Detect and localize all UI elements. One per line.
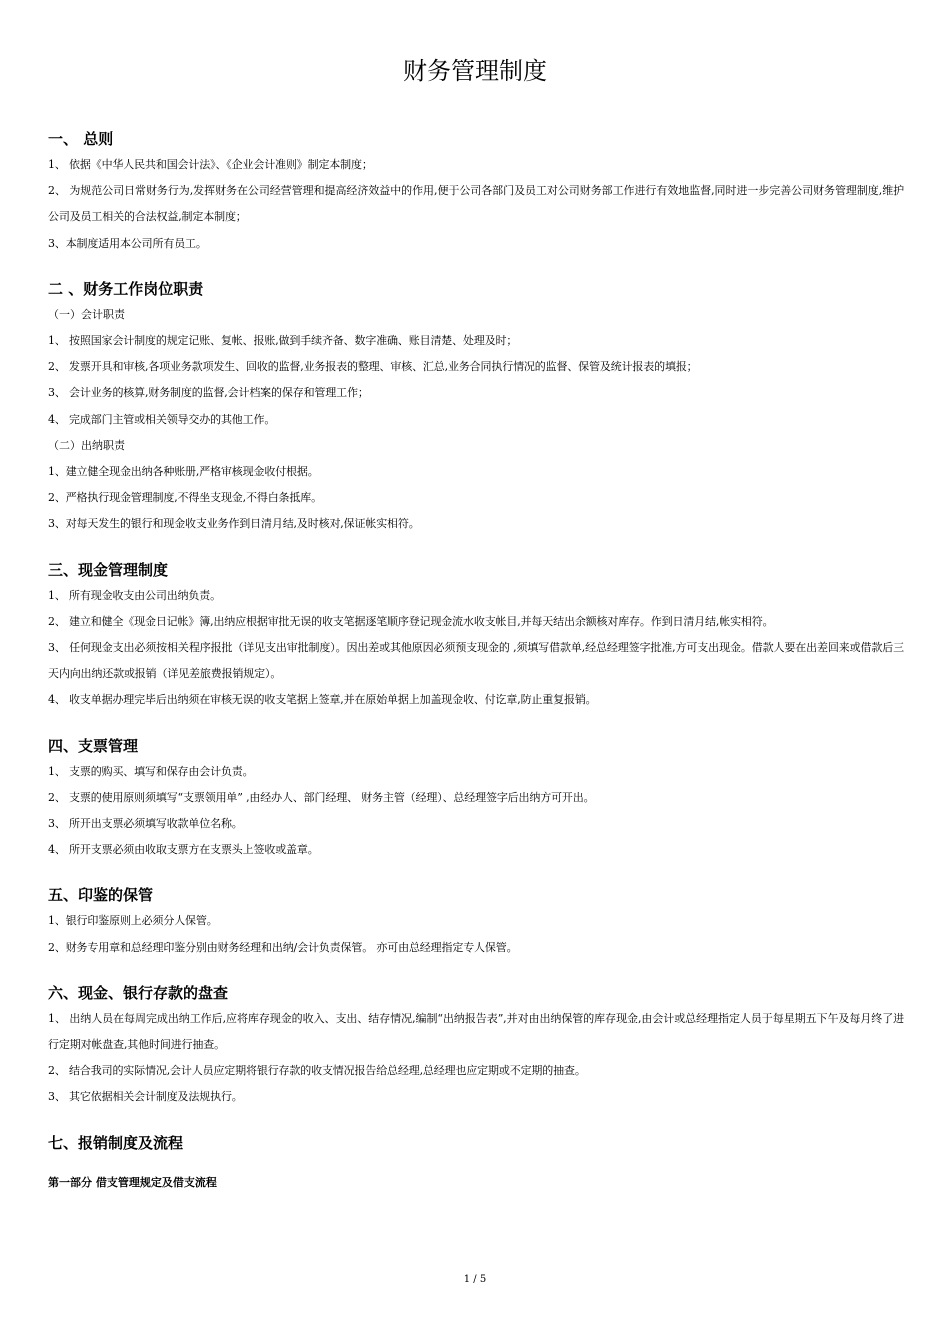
- paragraph: 2、财务专用章和总经理印鉴分别由财务经理和出纳/会计负责保管。 亦可由总经理指定专人保管。: [48, 940, 518, 954]
- section-reimbursement: [48, 1130, 904, 1196]
- paragraph: 3、 会计业务的核算,财务制度的监督,会计档案的保存和管理工作；: [48, 386, 369, 400]
- section-heading: 三、现金管理制度: [48, 560, 169, 579]
- paragraph: 1、银行印鉴原则上必须分人保管。: [48, 914, 218, 928]
- document-body: [48, 126, 904, 1215]
- paragraph: 4、 完成部门主管或相关领导交办的其他工作。: [48, 412, 276, 426]
- paragraph: 1、建立健全现金出纳各种账册,严格审核现金收付根据。: [48, 465, 319, 479]
- paragraph: 2、严格执行现金管理制度,不得坐支现金,不得白条抵库。: [48, 491, 322, 505]
- paragraph: 2、 为规范公司日常财务行为,发挥财务在公司经营管理和提高经济效益中的作用,便于公司各部门及员工对公司财务部工作进行有效地监督,同时进一步完善公司财务管理制度,维护公司及员工相关的合法权益,制定本制度；: [48, 184, 904, 224]
- section-heading: 五、印鉴的保管: [48, 886, 154, 905]
- section-heading: 七、报销制度及流程: [48, 1133, 184, 1152]
- section-general: [48, 126, 904, 257]
- section-heading: 一、 总则: [48, 130, 114, 148]
- subsection-heading: （二）出纳职责: [48, 438, 125, 452]
- paragraph: 1、 出纳人员在每周完成出纳工作后,应将库存现金的收入、支出、结存情况,编制“出纳报告表”,并对由出纳保管的库存现金,由会计或总经理指定人员于每星期五下午及每月终了进行定期对帐盘查,其他时间进行抽查。: [48, 1011, 904, 1052]
- paragraph: 4、 收支单据办理完毕后出纳须在审核无误的收支笔据上签章,并在原始单据上加盖现金收、付讫章,防止重复报销。: [48, 693, 597, 707]
- section-heading: 二 、财务工作岗位职责: [48, 279, 204, 298]
- paragraph: 3、 所开出支票必须填写收款单位名称。: [48, 817, 243, 831]
- section-heading: 四、支票管理: [48, 736, 139, 755]
- section-duties: [48, 276, 904, 538]
- paragraph: 1、 按照国家会计制度的规定记账、复帐、报账,做到手续齐备、数字准确、账目清楚、处理及时；: [48, 334, 518, 348]
- paragraph: 1、 所有现金收支由公司出纳负责。: [48, 588, 221, 602]
- paragraph: 1、 依据《中华人民共和国会计法》、《企业会计准则》制定本制度；: [48, 158, 373, 171]
- paragraph: 2、 发票开具和审核,各项业务款项发生、回收的监督,业务报表的整理、审核、汇总,业务合同执行情况的监督、保管及统计报表的填报；: [48, 360, 698, 374]
- section-cash: [48, 557, 904, 714]
- document-title: 财务管理制度: [403, 57, 547, 85]
- paragraph: 2、 支票的使用原则须填写“支票领用单” ,由经办人、部门经理、 财务主管（经理）、总经理签字后出纳方可开出。: [48, 790, 595, 804]
- paragraph: 3、 其它依据相关会计制度及法规执行。: [48, 1090, 243, 1104]
- part-heading: 第一部分 借支管理规定及借支流程: [48, 1175, 217, 1189]
- page-number: 1 / 5: [463, 1274, 487, 1285]
- paragraph: 2、 建立和健全《现金日记帐》簿,出纳应根据审批无误的收支笔据逐笔顺序登记现金流水收支帐目,并每天结出余额核对库存。作到日清月结,帐实相符。: [48, 614, 774, 628]
- section-seals: [48, 882, 904, 960]
- paragraph: 1、 支票的购买、填写和保存由会计负责。: [48, 764, 254, 778]
- paragraph: 4、 所开支票必须由收取支票方在支票头上签收或盖章。: [48, 843, 319, 857]
- section-cheques: [48, 733, 904, 864]
- section-audit: [48, 980, 904, 1111]
- paragraph: 3、本制度适用本公司所有员工。: [48, 236, 207, 250]
- paragraph: 3、对每天发生的银行和现金收支业务作到日清月结,及时核对,保证帐实相符。: [48, 517, 420, 531]
- subsection-heading: （一）会计职责: [48, 307, 125, 321]
- paragraph: 3、 任何现金支出必须按相关程序报批（详见支出审批制度）。因出差或其他原因必须预支现金的 ,须填写借款单,经总经理签字批准,方可支出现金。借款人要在出差回来或借款后三天内向出纳还款或报销（详见差旅费报销规定）。: [48, 641, 904, 681]
- section-heading: 六、现金、银行存款的盘查: [48, 983, 229, 1002]
- paragraph: 2、 结合我司的实际情况,会计人员应定期将银行存款的收支情况报告给总经理,总经理也应定期或不定期的抽查。: [48, 1064, 586, 1078]
